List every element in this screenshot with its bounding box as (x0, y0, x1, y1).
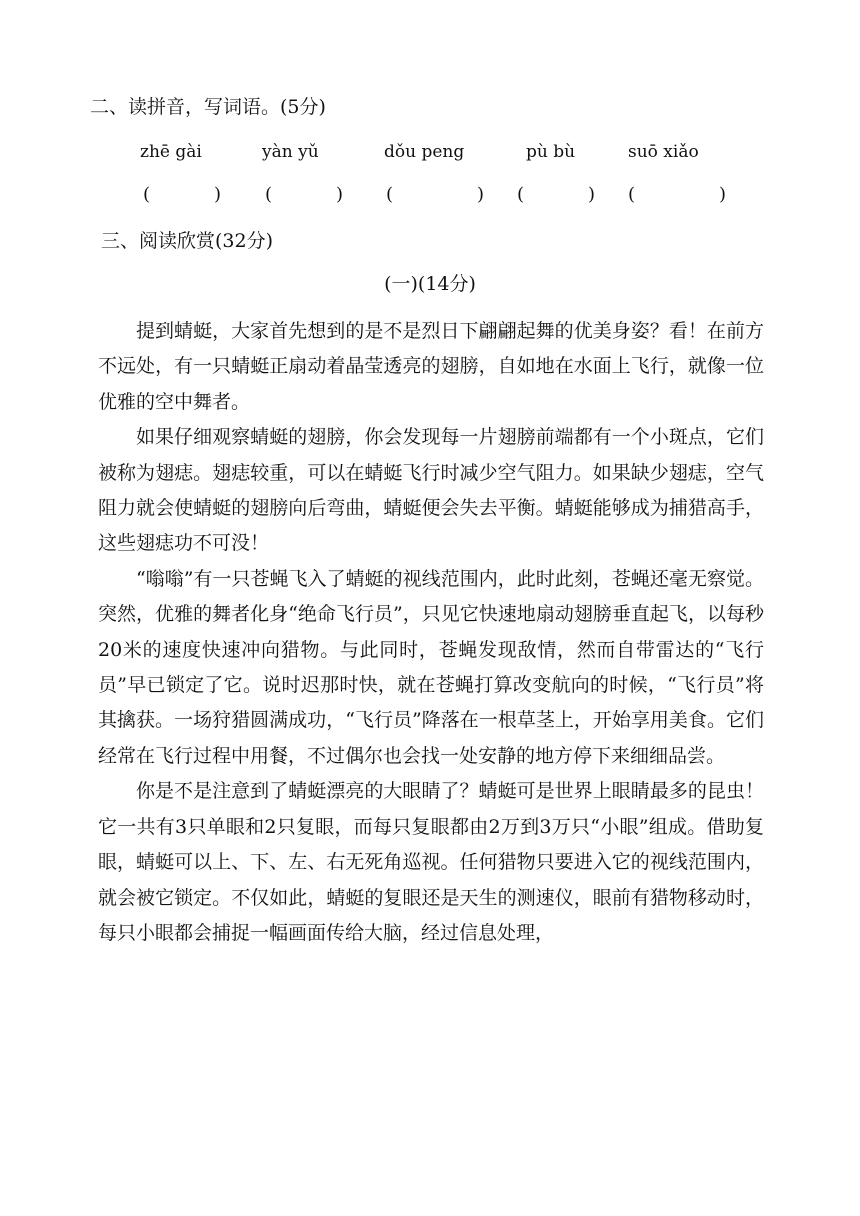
section-2-heading: 二、读拼音，写词语。(5分) (90, 96, 326, 118)
close-paren: ) (213, 184, 221, 205)
close-paren: ) (335, 184, 343, 205)
pinyin-item: yàn yǔ (262, 142, 319, 162)
pinyin-row (0, 138, 860, 166)
close-paren: ) (476, 184, 484, 205)
answer-blank[interactable] (628, 180, 726, 210)
pinyin-item: pù bù (526, 142, 576, 162)
passage-paragraph: 如果仔细观察蜻蜓的翅膀，你会发现每一片翅膀前端都有一个小斑点，它们被称为翅痣。翅痣较重，可以在蜻蜓飞行时减少空气阻力。如果缺少翅痣，空气阻力就会使蜻蜓的翅膀向后弯曲，蜻蜓便会失去平衡。蜻蜓能够成为捕猎高手，这些翅痣功不可没！ (98, 426, 764, 555)
close-paren: ) (587, 184, 595, 205)
passage-part-title: (一)(14分) (384, 273, 476, 295)
answer-blank[interactable] (386, 180, 484, 210)
answer-row (0, 180, 860, 210)
close-paren: ) (718, 184, 726, 205)
open-paren: ( (517, 184, 525, 205)
pinyin-item: zhē gài (140, 142, 202, 162)
reading-passage (98, 314, 764, 951)
open-paren: ( (628, 184, 636, 205)
open-paren: ( (386, 184, 394, 205)
pinyin-item: suō xiǎo (628, 142, 699, 162)
pinyin-item: dǒu peng (384, 142, 465, 162)
passage-paragraph: 提到蜻蜓，大家首先想到的是不是烈日下翩翩起舞的优美身姿？看！在前方不远处，有一只蜻蜓正扇动着晶莹透亮的翅膀，自如地在水面上飞行，就像一位优雅的空中舞者。 (98, 320, 764, 413)
answer-blank[interactable] (265, 180, 343, 210)
open-paren: ( (265, 184, 273, 205)
section-3-heading: 三、阅读欣赏(32分) (101, 230, 274, 252)
answer-blank[interactable] (517, 180, 595, 210)
passage-paragraph: “嗡嗡”有一只苍蝇飞入了蜻蜓的视线范围内，此时此刻，苍蝇还毫无察觉。突然，优雅的舞者化身“绝命飞行员”，只见它快速地扇动翅膀垂直起飞，以每秒20米的速度快速冲向猎物。与此同时，苍蝇发现敌情，然而自带雷达的“飞行员”早已锁定了它。说时迟那时快，就在苍蝇打算改变航向的时候，“飞行员”将其擒获。一场狩猎圆满成功，“飞行员”降落在一根草茎上，开始享用美食。它们经常在飞行过程中用餐，不过偶尔也会找一处安静的地方停下来细细品尝。 (98, 567, 764, 767)
open-paren: ( (143, 184, 151, 205)
passage-paragraph: 你是不是注意到了蜻蜓漂亮的大眼睛了？蜻蜓可是世界上眼睛最多的昆虫！它一共有3只单眼和2只复眼，而每只复眼都由2万到3万只“小眼”组成。借助复眼，蜻蜓可以上、下、左、右无死角巡视。任何猎物只要进入它的视线范围内，就会被它锁定。不仅如此，蜻蜓的复眼还是天生的测速仪，眼前有猎物移动时，每只小眼都会捕捉一幅画面传给大脑，经过信息处理， (98, 780, 764, 944)
answer-blank[interactable] (143, 180, 221, 210)
